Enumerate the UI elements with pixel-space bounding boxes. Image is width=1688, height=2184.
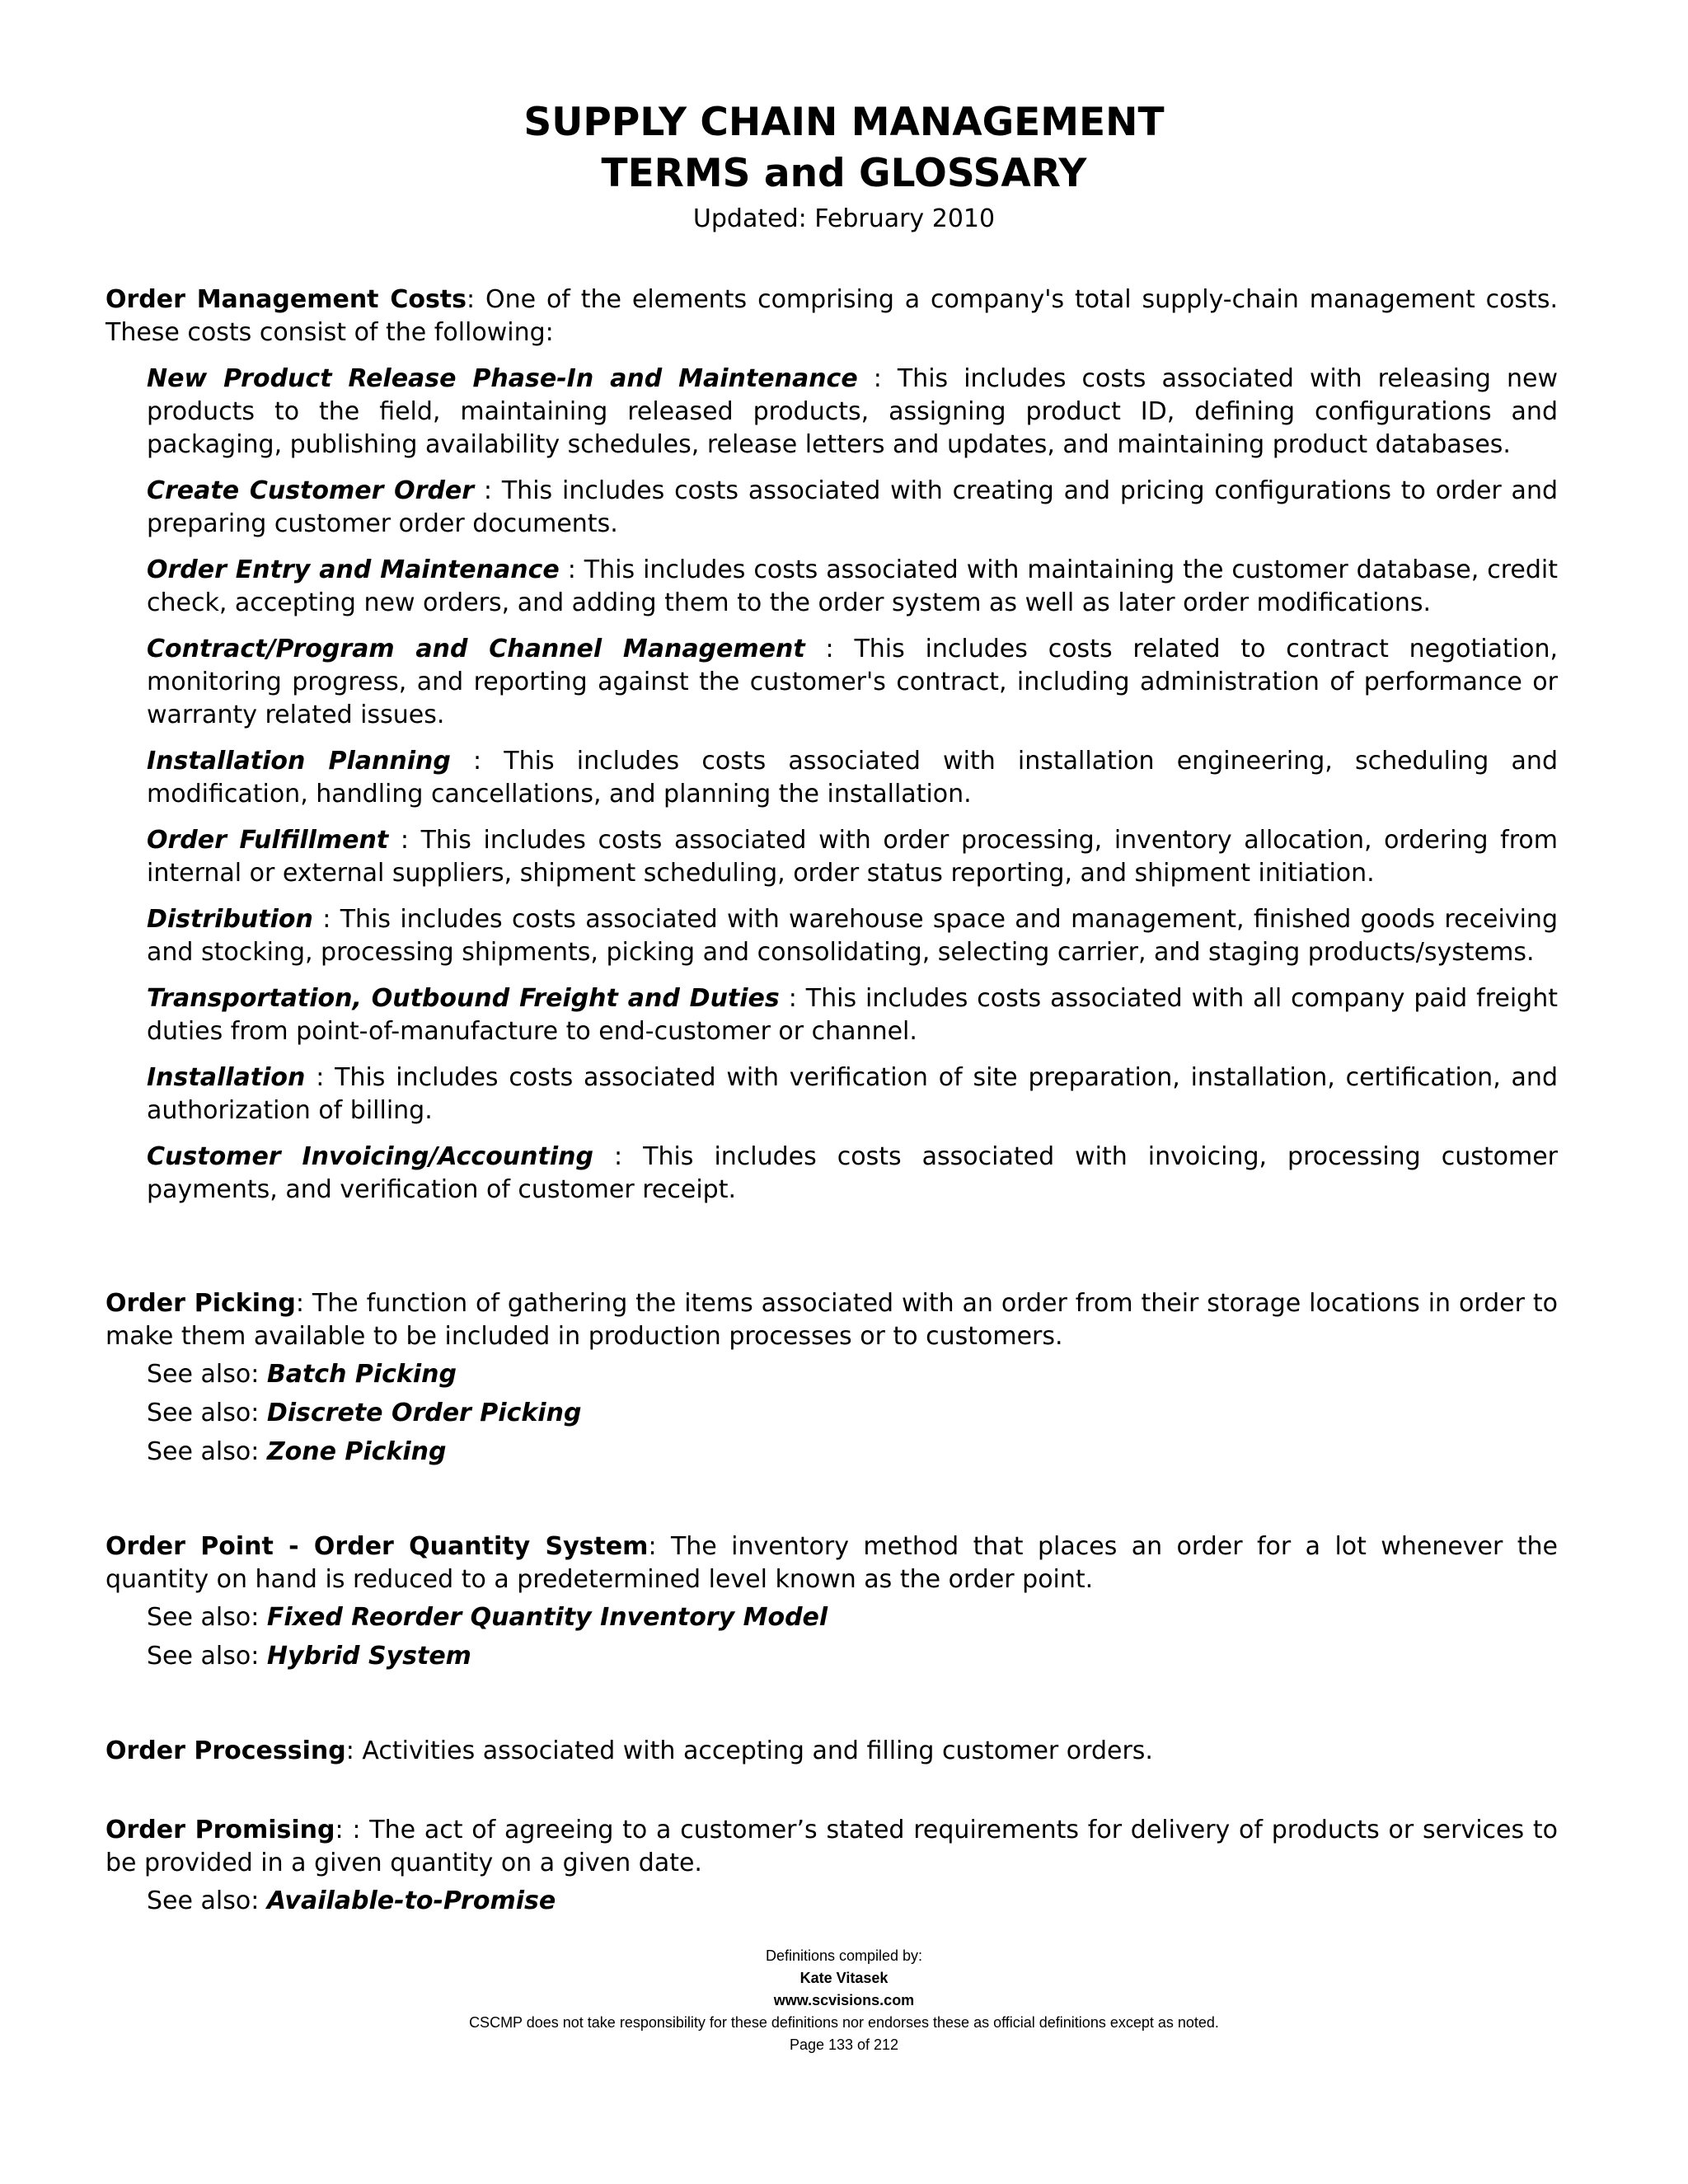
see-also-label: See also:	[147, 1360, 267, 1389]
cost-component	[147, 745, 1558, 811]
cost-component	[147, 824, 1558, 890]
updated-date: Updated: February 2010	[692, 204, 996, 233]
cost-component-text: : This includes costs associated with order processing, inventory allocation, ordering from internal or external suppliers, shipment scheduling, order status reporting, and shipment initiation.	[147, 826, 1558, 888]
glossary-entry-order-promising	[106, 1814, 1558, 1920]
entry-paragraph	[106, 1287, 1558, 1353]
author-name: Kate Vitasek	[799, 1970, 889, 1986]
cost-components-list	[147, 363, 1558, 1207]
entry-paragraph	[106, 1735, 1558, 1768]
cost-component-term: Installation Planning	[147, 747, 451, 776]
cost-component	[147, 363, 1558, 462]
cost-component-text: : This includes costs associated with releasing new products to the field, maintaining released products, assigning product ID, defining configurations and packaging, publishing availability schedules, release letters and updates, and maintaining product databases.	[147, 364, 1558, 459]
cost-component-term: Create Customer Order	[147, 476, 475, 505]
entry-term: Order Point - Order Quantity System	[106, 1532, 649, 1561]
entry-spacer	[106, 1768, 1558, 1814]
entry-definition: : Activities associated with accepting and filling customer orders.	[345, 1736, 1153, 1765]
glossary-entry-order-picking	[106, 1287, 1558, 1471]
cost-component	[147, 903, 1558, 969]
entry-spacer	[106, 1471, 1558, 1530]
entry-definition: : One of the elements comprising a company's total supply-chain management costs. These costs consist of the following:	[106, 285, 1558, 347]
cost-component-text: : This includes costs associated with verification of site preparation, installation, certification, and authorization of billing.	[147, 1063, 1558, 1125]
see-also-reference[interactable]: Discrete Order Picking	[266, 1399, 582, 1427]
entry-term: Order Picking	[106, 1289, 296, 1318]
page-number: Page 133 of 212	[789, 2036, 899, 2053]
see-also-label: See also:	[147, 1603, 267, 1632]
cost-component	[147, 633, 1558, 732]
entry-spacer	[106, 1220, 1558, 1287]
title-line-2: TERMS and GLOSSARY	[601, 151, 1087, 196]
see-also-item	[147, 1637, 1558, 1675]
cost-component-term: New Product Release Phase-In and Maintenance	[147, 364, 858, 393]
cost-component-text: : This includes costs related to contract negotiation, monitoring progress, and reporting against the customer's contract, including administration of performance or warranty related issues.	[147, 635, 1558, 729]
see-also-list	[147, 1598, 1558, 1675]
cost-component	[147, 982, 1558, 1048]
see-also-item	[147, 1598, 1558, 1637]
page-header	[0, 97, 1688, 236]
see-also-reference[interactable]: Available-to-Promise	[266, 1886, 556, 1915]
entry-paragraph	[106, 1814, 1558, 1880]
disclaimer-text: CSCMP does not take responsibility for these definitions nor endorses these as official definitions except as noted.	[469, 2014, 1219, 2031]
cost-component-text: : This includes costs associated with creating and pricing configurations to order and preparing customer order documents.	[147, 476, 1559, 538]
glossary-content	[106, 284, 1558, 1920]
glossary-entry-order-processing	[106, 1735, 1558, 1768]
see-also-list	[147, 1355, 1558, 1471]
see-also-list	[147, 1882, 1558, 1920]
cost-component-text: : This includes costs associated with invoicing, processing customer payments, and verification of customer receipt.	[147, 1142, 1558, 1204]
cost-component-term: Installation	[147, 1063, 306, 1092]
cost-component-term: Customer Invoicing/Accounting	[147, 1142, 593, 1171]
cost-component	[147, 554, 1558, 620]
entry-paragraph	[106, 1530, 1558, 1596]
see-also-reference[interactable]: Hybrid System	[266, 1642, 471, 1671]
title-line-1: SUPPLY CHAIN MANAGEMENT	[523, 100, 1165, 145]
entry-definition: : The function of gathering the items associated with an order from their storage locations in order to make them available to be included in production processes or to customers.	[106, 1289, 1558, 1351]
cost-component	[147, 475, 1558, 541]
see-also-label: See also:	[147, 1399, 267, 1427]
website-link[interactable]: www.scvisions.com	[773, 1992, 915, 2008]
entry-paragraph	[106, 284, 1558, 349]
glossary-entry-order-management-costs	[106, 284, 1558, 1207]
compiled-by-label: Definitions compiled by:	[765, 1947, 923, 1964]
entry-term: Order Processing	[106, 1736, 346, 1765]
cost-component-text: : This includes costs associated with all company paid freight duties from point-of-manufacture to end-customer or channel.	[147, 984, 1558, 1046]
cost-component-term: Contract/Program and Channel Management	[147, 635, 805, 663]
cost-component-text: : This includes costs associated with installation engineering, scheduling and modification, handling cancellations, and planning the installation.	[147, 747, 1558, 808]
cost-component-term: Transportation, Outbound Freight and Duties	[147, 984, 780, 1013]
page-footer	[0, 1945, 1688, 2056]
see-also-reference[interactable]: Fixed Reorder Quantity Inventory Model	[266, 1603, 828, 1632]
cost-component	[147, 1062, 1558, 1127]
see-also-label: See also:	[147, 1437, 267, 1466]
cost-component-term: Order Entry and Maintenance	[147, 555, 560, 584]
see-also-item	[147, 1882, 1558, 1920]
entry-term: Order Promising	[106, 1816, 335, 1844]
see-also-item	[147, 1355, 1558, 1394]
cost-component	[147, 1141, 1558, 1207]
entry-term: Order Management Costs	[106, 285, 467, 314]
see-also-item	[147, 1432, 1558, 1471]
cost-component-text: : This includes costs associated with maintaining the customer database, credit check, accepting new orders, and adding them to the order system as well as later order modifications.	[147, 555, 1559, 617]
see-also-label: See also:	[147, 1642, 267, 1671]
entry-definition: : The inventory method that places an order for a lot whenever the quantity on hand is reduced to a predetermined level known as the order point.	[106, 1532, 1558, 1594]
see-also-item	[147, 1394, 1558, 1432]
cost-component-term: Order Fulfillment	[147, 826, 389, 855]
see-also-reference[interactable]: Batch Picking	[266, 1360, 457, 1389]
glossary-entry-order-point	[106, 1530, 1558, 1675]
cost-component-term: Distribution	[147, 905, 313, 934]
cost-component-text: : This includes costs associated with warehouse space and management, finished goods receiving and stocking, processing shipments, picking and consolidating, selecting carrier, and staging products/systems.	[147, 905, 1558, 967]
entry-spacer	[106, 1675, 1558, 1735]
entry-definition: : : The act of agreeing to a customer’s stated requirements for delivery of products or services to be provided in a given quantity on a given date.	[106, 1816, 1559, 1877]
see-also-label: See also:	[147, 1886, 267, 1915]
see-also-reference[interactable]: Zone Picking	[266, 1437, 447, 1466]
